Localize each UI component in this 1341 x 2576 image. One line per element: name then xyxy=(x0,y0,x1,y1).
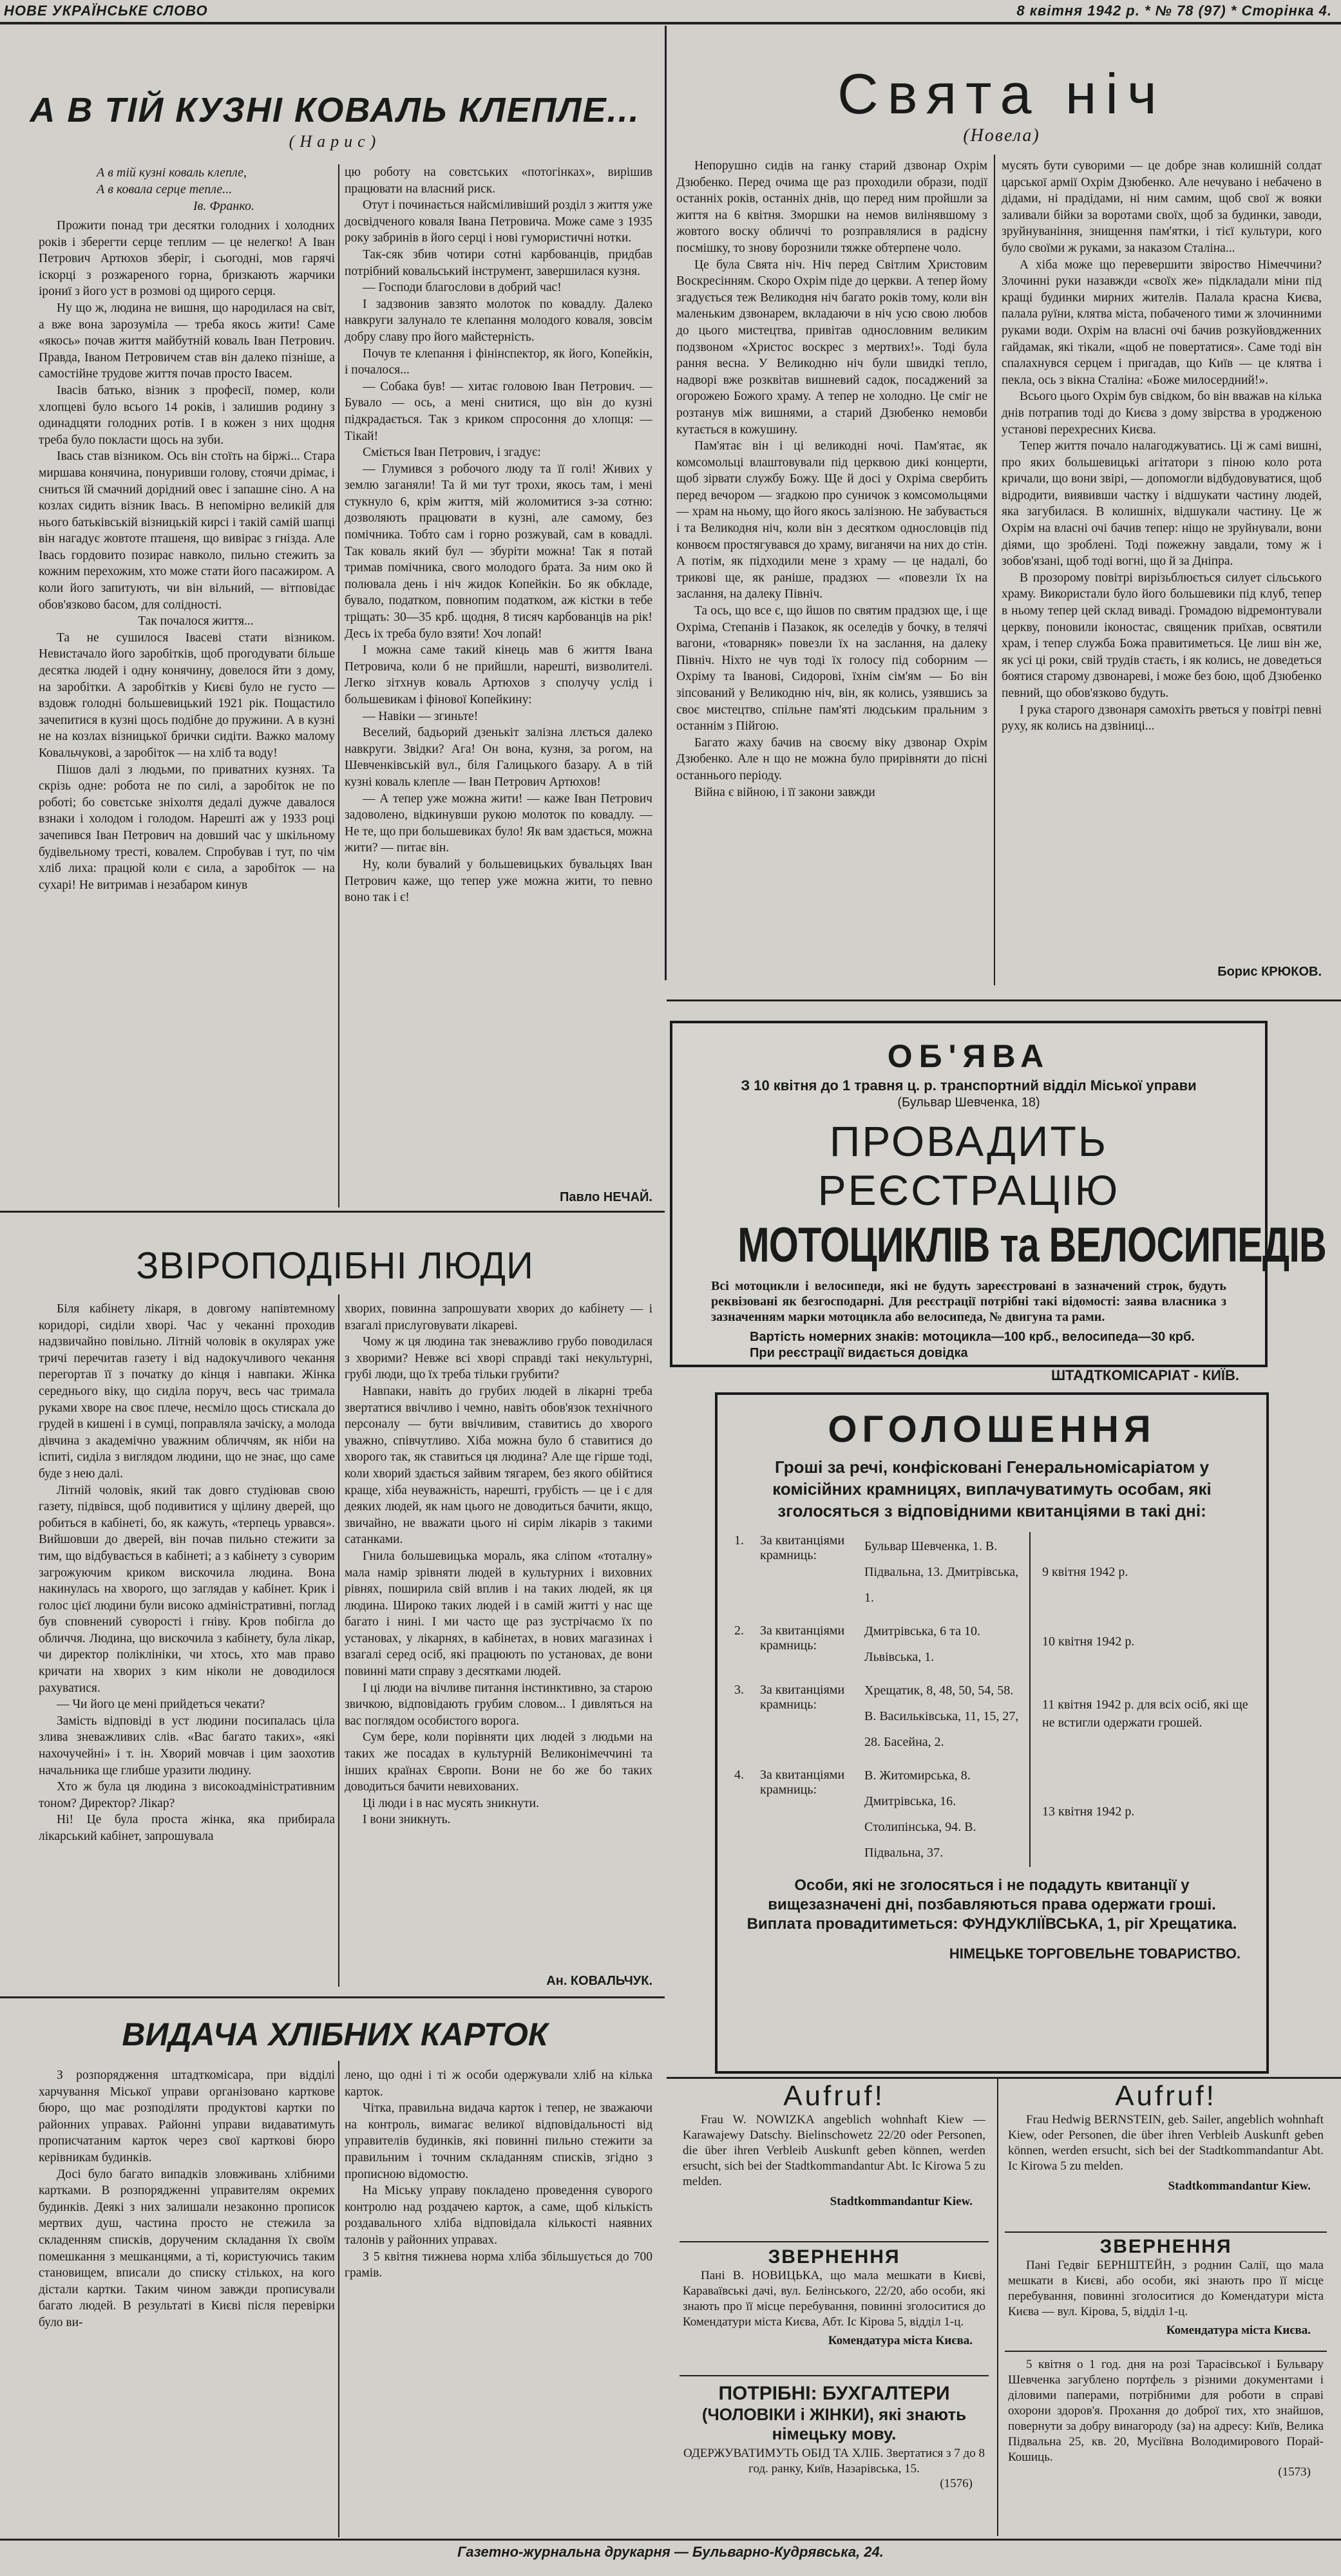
paragraph: — Глумився з робочого люду та її голі! Живих у землю заганяли! Та й ми тут трохи, якось там, і мені стукнуло 6, крім життя, мій жоломитися з-за сотню: дозволяють працювати в кузні, але самому, без помічника. Тобто сам і горно розжувай, сам в ковадлі. Так коваль який бул — збуріти можна! Так я потай тримав помічника, свого молодого брата. За ним око й полювала день і ніч жидок Копейкін. Бо як обкладе, бувало, податком, повнопим податком, аж кістки в тебе тріщать: 30—35 крб. щодня, 8 тисяч карбованців на рік! Десь іх треба було взяти! Хоч лопай! xyxy=(345,462,652,641)
buh-title: ПОТРІБНІ: БУХГАЛТЕРИ xyxy=(718,2383,950,2404)
issue-info: 8 квітня 1942 р. * № 78 (97) * Сторінка 4. xyxy=(1016,3,1332,19)
aufruf2-signer: Stadtkommandantur Kiew. xyxy=(1168,2179,1311,2193)
paragraph: З 5 квітня тижнева норма хліба збільшується до 700 грамів. xyxy=(345,2249,652,2280)
vydacha-title: ВИДАЧА ХЛІБНИХ КАРТОК xyxy=(122,2016,548,2052)
paragraph: — Господи благослови в добрий час! xyxy=(363,281,562,295)
row-label: За квитанціями крамниць: xyxy=(760,1624,845,1653)
row-places: Хрещатик, 8, 48, 50, 54, 58. В. Васильківська, 11, 15, 27, 28. Басейна, 2. xyxy=(864,1683,1019,1749)
kovali-title: А В ТІЙ КУЗНІ КОВАЛЬ КЛЕПЛЕ... xyxy=(30,91,640,129)
aufruf1-signer: Stadtkommandantur Kiew. xyxy=(830,2195,973,2208)
kovali-signature: Павло НЕЧАЙ. xyxy=(560,1190,652,1204)
ogol-list xyxy=(718,1522,1266,1867)
zvern2-signer: Комендатура міста Києва. xyxy=(1166,2324,1311,2337)
zvern2-title: ЗВЕРНЕННЯ xyxy=(1099,2236,1232,2257)
obyava-line1: З 10 квітня до 1 травня ц. р. транспортний відділ Міської управи xyxy=(741,1077,1197,1094)
paragraph: Ні! Це була проста жінка, яка прибирала лікарський кабінет, запрошувала xyxy=(39,1813,335,1843)
aufruf1-rule xyxy=(680,2241,989,2242)
aufruf2-body: Frau Hedwig BERNSTEIN, geb. Sailer, angeblich wohnhaft Kiew, oder Personen, die über ihren Verbleib Auskunft geben können, werden ersucht, sich bei der Stadtkommandantur Abt. Ic Kirowa 5 zu melden. xyxy=(1008,2113,1324,2173)
paragraph: І рука старого дзвонаря самохіть рветься у повітрі певні руху, як колись на дзвіниці... xyxy=(1002,703,1322,734)
obyava-body: Всі мотоцикли і велосипеди, які не будуть зареєстровані в зазначений строк, будуть реквізовані як безгосподарні. Для реєстрації потрібні такі відомості: заява власника з зазначенням марки мотоцикла або велосипеда, № двигуна та рами. xyxy=(711,1279,1226,1324)
zvern1-body: Пані В. НОВИЦЬКА, що мала мешкати в Києві, Караваївські дачі, вул. Белінського, 22/20, або особи, які знають про її місце перебування, повинні зголоситися до Комендатури міста Києва, Абт. Іс Кірова 5, відділ 1-ц. xyxy=(683,2269,985,2329)
paragraph: Досі було багато випадків зловживань хлібними картками. В розпорядженні управителям окремих будинків. Деякі з них залишали незаконно прописок мертвих душ, частина просто не стежила за складенням списків, дорученим складання їх своїм помешкання з мешканцями, а ті, користуючись таким становищем, вписали до списку стількох, на кого дістали картки. Таким чином завжди прописували багато людей. В результаті в Києві після перевірки було ви- xyxy=(39,2167,335,2329)
zvern1-rule xyxy=(680,2375,989,2376)
zvern1-signer: Комендатура міста Києва. xyxy=(828,2334,973,2347)
footer-text: Газетно-журнальна друкарня — Бульварно-Кудрявська, 24. xyxy=(457,2544,884,2560)
ads-divider xyxy=(997,2079,998,2536)
ogol-foot: Особи, які не зголосяться і не подадуть квитанції у вищезазначені дні, позбавляються права одержати гроші. Виплата провадитиметься: ФУНДУКЛІЇВСЬКА, 1, ріг Хрещатика. xyxy=(747,1877,1237,1933)
svyata-signature: Борис КРЮКОВ. xyxy=(1217,965,1322,979)
paragraph: Сум бере, коли порівняти цих людей з людьми на таких же посадах в культурній Великонімеччині та інших країнах Європи. Вони не бо же бо таких доводиться бачити невихованих. xyxy=(345,1730,652,1794)
row-number: 1. xyxy=(734,1533,744,1548)
paragraph: Гнила большевицька мораль, яка сліпом «тоталну» мала намір зрівняти людей в культурних і виховних рівнях, поширила свій вплив і на таких людей, як ця людина. Широко таких людей і в самій житті у нас ще багато і нині. І ми часто ще раз зустрічаємо їх по установах, у лікарнях, в кабінетах, в нових магазинах і взагалі серед осіб, які працюють по установах, де вони повинні мати справу з десятками людей. xyxy=(345,1549,652,1679)
paragraph: Війна є війною, і її закони завжди xyxy=(694,785,875,799)
aufruf1-block xyxy=(683,2080,985,2209)
svyata-column-2 xyxy=(1002,158,1322,960)
obyava-box xyxy=(670,1021,1327,1383)
buh-body: ОДЕРЖУВАТИМУТЬ ОБІД ТА ХЛІБ. Звертатися з 7 до 8 год. ранку, Київ, Назарівська, 15. xyxy=(683,2447,985,2476)
paragraph: Ну що ж, людина не вишня, що народилася на світ, а вже вона зарозуміла — треба якось жити! Саме «якось» почав життя майбутній коваль Іван Петрович. Правда, Іваном Петровичем став він далеко пізніше, а самостійне трудове життя почав просто Івасем. xyxy=(39,301,335,381)
paragraph: Навпаки, навіть до грубих людей в лікарні треба звертатися ввічливо і чемно, навіть обов'язок технічного персоналу — бути ввічливим, ставитись до хворого уважно, співчутливо. Хіба можна було б ставитися до хворого так, як ставиться ця людина? Але ще гірше тоді, коли хворий здається зайвим тягарем, без якого обійтися краще, хіба неуважність, нарешті, грубість — це і є для деяких людей, як нам цього не доводиться бачити, якщо, звичайно, не вважати цього ні сирім лікарів з такими сатанками. xyxy=(345,1384,652,1547)
row-date: 10 квітня 1942 р. xyxy=(1030,1612,1259,1671)
paragraph: Івась став візником. Ось він стоїть на біржі... Стара миршава конячина, понуривши голову, стоячи дрімає, і сниться їй смачний дорідний овес і запашне сіно. А на козлах сидить візник Івась. В непомірно великій для нього батьківській візницькій кирсі і такій самій шапці він нагадує жовтоте пташеня, що вивірає з гнізда. Але Івась гордовито позирає навколо, пильно стежить за кожним перехожим, хто може стати його пасажиром. А коли його запитують, чи він вільний, — вітповідає обов'язково басом, для солідності. xyxy=(39,450,335,612)
paragraph: Ці люди і в нас мусять зникнути. xyxy=(363,1796,539,1810)
header-rule xyxy=(0,22,1341,24)
paragraph: Літній чоловік, який так довго студіював свою газету, підвівся, щоб подивитися у щілину дверей, що робиться в кабінеті, бо, як кажуть, «терпець урвався». Вийшовши до дверей, він почав пильно стежити за тим, що відбувається в кабінеті; а з кабінету з суворим загрожуючим криком вискочила людина. Вона накинулась на хворого, що заглядав у кабінет. Крик і голос цієї людини були високо адміністративні, поглад був сповнений суворості і гніву. Кров побігла до обличчя. Людина, що вискочила з кабінету, була лікар, чи директор поліклініки, чи хтось, хто мав право кричати на хворих з ким ніколи не доводилося рахуватися. xyxy=(39,1483,335,1695)
paragraph: Івасів батько, візник з професії, помер, коли хлопцеві було всього 14 років, і залишив родину з одинадцяти голодних ротів. І в кожен з них щодня треба було покласти щось на зуби. xyxy=(39,383,335,447)
obyava-signer: ШТАДТКОМІСАРІАТ - КИЇВ. xyxy=(1051,1367,1239,1383)
paragraph: Так-сяк збив чотири сотні карбованців, придбав потрібний ковальський інструмент, завершилася кузня. xyxy=(345,247,652,278)
zvern2-rule xyxy=(1005,2351,1327,2352)
row-label: За квитанціями крамниць: xyxy=(760,1768,845,1797)
lost-block xyxy=(1008,2357,1324,2479)
zviro-title: ЗВІРОПОДІБНІ ЛЮДИ xyxy=(136,1245,534,1287)
paragraph: Хто ж була ця людина з високоадміністративним тоном? Директор? Лікар? xyxy=(39,1780,335,1810)
zviro-column-1 xyxy=(39,1301,335,1980)
ogol-table xyxy=(730,1532,1259,1867)
obyava-line2: (Бульвар Шевченка, 18) xyxy=(897,1095,1040,1110)
ogol-title: ОГОЛОШЕННЯ xyxy=(828,1408,1156,1450)
lost-body: 5 квітня о 1 год. дня на розі Тарасівської і Бульвару Шевченка загублено портфель з різними документами і діловими паперами, потрібними для роботи в справі охорони здоров'я. Прохання до доброї тих, хто знайшов, повернути за добру винагороду (за) на адресу: Київ, Велика Підвальна 25, кв. 20, Мусіївна Володимирового Порай-Кошиць. xyxy=(1008,2358,1324,2464)
row-number: 3. xyxy=(734,1683,744,1697)
ads-top-rule xyxy=(667,2077,1341,2079)
aufruf1-body: Frau W. NOWIZKA angeblich wohnhaft Kiew — Karawajewy Datschy. Bielinschowetz 22/20 oder Personen, die über ihren Verbleib Auskunft geben können, werden ersucht, sich bei der Stadtkommandantur Abt. Ic Kirowa 5 zu melden. xyxy=(683,2113,985,2188)
paragraph: Сміється Іван Петрович, і згадує: xyxy=(363,446,541,460)
paragraph: — А тепер уже можна жити! — каже Іван Петрович задоволено, відкинувши рукою молоток по ковадлу. — Не те, що при большевиках було! Як вам здається, можна жити? — питає він. xyxy=(345,791,652,855)
paragraph: лено, що одні і ті ж особи одержували хліб на кілька карток. xyxy=(345,2069,652,2099)
buh-code: (1576) xyxy=(940,2477,973,2490)
zvern1-title: ЗВЕРНЕННЯ xyxy=(768,2246,900,2268)
paragraph: — Навіки — згиньте! xyxy=(363,709,479,723)
paragraph: Отут і починається найсміливіший розділ з життя уже досвідченого коваля Івана Петровича. Може саме з 1935 року забринів в його серці і нові гумористичні нотки. xyxy=(345,198,652,245)
row-label: За квитанціями крамниць: xyxy=(760,1533,845,1562)
ogol-box xyxy=(715,1392,1269,2074)
row-label: За квитанціями крамниць: xyxy=(760,1683,845,1712)
paragraph: хворих, повинна запрошувати хворих до кабінету — і взагалі прислуговувати лікареві. xyxy=(345,1302,652,1332)
paragraph: — Собака був! — хитає головою Іван Петрович. — Бувало — ось, а мені снитися, що він до кузні підкрадається. Так з криком спросоння до хлопця: — Тікай! xyxy=(345,379,652,443)
epigraph-line: А в ковала серце тепле... xyxy=(97,182,233,196)
paragraph: Веселий, бадьорий дзенькіт залізна ллється далеко навкруги. Звідки? Ага! Он вона, кузня, за рогом, на Шевченківській вул., біля Галицького базару. А в тій кузні коваль клепле — Іван Петрович Артюхов! xyxy=(345,726,652,789)
buh-sub: (ЧОЛОВІКИ і ЖІНКИ), які знають німецьку мову. xyxy=(701,2405,967,2443)
epigraph-author: Ів. Франко. xyxy=(193,199,254,213)
paragraph: Так почалося життя... xyxy=(138,614,254,629)
zviro-signature: Ан. КОВАЛЬЧУК. xyxy=(546,1974,652,1988)
vydacha-column-2 xyxy=(345,2067,652,2531)
paragraph: — Чи його це мені прийдеться чекати? xyxy=(57,1698,265,1712)
lost-code: (1573) xyxy=(1278,2465,1311,2479)
main-column-divider xyxy=(665,26,667,980)
aufruf1-title: Aufruf! xyxy=(783,2080,885,2112)
paragraph: Біля кабінету лікаря, в довгому напівтемному коридорі, сиділи хворі. Час у чеканні проходив надзвичайно повільно. Літній чоловік в окулярах уже тричі перечитав газету і від надокучливого чекання перегортав її з початку до кінця і навпаки. Жінка середнього віку, що сиділа поруч, весь час тримала руками хворе на своє плече, несміло щось стискала до грудей в кишені і в сумці, поправляла зачіску, а молода дівчина з академічно уважним обличчям, як ніби на іспиті, сиділа з виглядом людини, що не знає, що саме буде з нею далі. xyxy=(39,1302,335,1481)
row-date: 13 квітня 1942 р. xyxy=(1030,1756,1259,1867)
row-number: 4. xyxy=(734,1768,744,1782)
ogol-row xyxy=(730,1671,1259,1756)
buh-block xyxy=(683,2383,985,2491)
obyava-title: ОБ'ЯВА xyxy=(887,1038,1051,1074)
zviro-inner-divider xyxy=(338,1294,339,1987)
paragraph: На Міську управу покладено проведення суворого контролю над роздачею карток, а саме, щоб кількість роздавального хліба відповідала кількості наявних талонів у районних управах. xyxy=(345,2184,652,2247)
paragraph: Ну, коли бувалий у большевицьких бувальцях Іван Петрович каже, що тепер уже можна жити, то певно воно так і є! xyxy=(345,857,652,905)
zviro-column-2 xyxy=(345,1301,652,1967)
obyava-cert: При реєстрації видається довідка xyxy=(750,1346,968,1360)
paragraph: Пам'ятає він і ці великодні ночі. Пам'ятає, як комсомольці влаштовували під церквою дикі концерти, щоб зірвати службу Божу. Ще й досі у Охріма свербить перед вечором — згадкою про суничок з комсомольцями — храм на ньому, що його якось залізною. Не забувається і та Великодня ніч, коли він з десятком однословців під конвоєм простягувався до храму, виганячи на них до стін. А потім, як підходили мене з храму — це надалі, бо трикові ще, як раніше, прадзюх — «повезли їх на заслання, на далеку Північ. xyxy=(676,439,987,601)
kovali-subtitle: (Нарис) xyxy=(289,132,381,151)
paragraph: Багато жаху бачив на своєму віку дзвонар Охрім Дзюбенко. Але н що не можна було прирівняти до пісні останнього періоду. xyxy=(676,735,987,782)
zvern1-block xyxy=(683,2246,985,2348)
epigraph-line: А в тій кузні коваль клепле, xyxy=(97,166,247,180)
paragraph: А хіба може що перевершити звіроство Німеччини? Злочинні руки назавжди «своїх же» підкладали міни під кращі будинки мирних жителів. Палала красна Києва, палала руїни, клятва міста, побаченого тими ж злочинними руками води. Охрім на власні очі бачив розкуйовдженних гайдамак, які тікали, «щоб не повертатися». Саме тоді він спалахнувся серцем і пригадав, що Київ — це клятва і пекла, ось з вікна Сталіна: «Боже милосердний!». xyxy=(1002,258,1322,387)
paragraph: Почув те клепання і фінінспектор, як його, Копейкін, і почалося... xyxy=(345,346,652,377)
aufruf2-rule xyxy=(1005,2231,1327,2233)
aufruf2-title: Aufruf! xyxy=(1115,2080,1217,2112)
vydacha-column-1 xyxy=(39,2067,335,2531)
paragraph: Замість відповіді в уст людини посипалась ціла злива зневажливих слів. «Вас багато таких», «які нахочучейні» і т. ін. Хворий мовчав і цим заохотив начальника ще глибше уразити людину. xyxy=(39,1714,335,1777)
row-date: 9 квітня 1942 р. xyxy=(1030,1532,1259,1612)
row-number: 2. xyxy=(734,1624,744,1638)
vydacha-inner-divider xyxy=(338,2061,339,2537)
paragraph: Всього цього Охрім був свідком, бо він вважав на кілька днів потрапив тоді до Києва з дому звірства в уродженою установі перехресних Києва. xyxy=(1002,390,1322,437)
paper-name: НОВЕ УКРАЇНСЬКЕ СЛОВО xyxy=(4,3,208,19)
obyava-prices: Вартість номерних знаків: мотоцикла—100 крб., велосипеда—30 крб. xyxy=(750,1330,1195,1344)
paragraph: І ці люди на вічливе питання інстинктивно, за старою звичкою, відповідають грубим словом... І дивляться на вас поглядом особистого ворога. xyxy=(345,1681,652,1728)
paragraph: Прожити понад три десятки голодних і холодних років і зберегти серце теплим — це нелегко! А Іван Петрович Артюхов зберіг, і сьогодні, мов гарячі іскорці з розжареного горна, бризкають жарчики ірониї з його уст в розмові од щирого серця. xyxy=(39,219,335,299)
ogol-row xyxy=(730,1612,1259,1671)
paragraph: З розпорядження штадткомісара, при відділі харчування Міської управи організовано карткове бюро, що має розподіляти продуктові картки по районних управах. Районні управи видаватимуть прописчатаним карток через свої карткові бюро керівникам будинків. xyxy=(39,2069,335,2164)
ogol-signer: НІМЕЦЬКЕ ТОРГОВЕЛЬНЕ ТОВАРИСТВО. xyxy=(949,1946,1241,1962)
paragraph: Чому ж ця людина так зневажливо грубо поводилася з хворими? Невже всі хворі справді такі некультурні, грубі люди, що їх треба тільки грубити? xyxy=(345,1335,652,1382)
paragraph: Пішов далі з людьми, по приватних кузнях. Та скрізь одне: робота не по силі, а заробіток не по роботі; бо совєтське зніхолтя дедалі дужче давалося взнаки і холодом і голодом. Нарешті аж у 1933 році зачепився Іван Петрович на довший час у шкільному будівельному тресті, ковалем. Спробував і тут, по чім хліб лиха: працюй коли є сила, а заробіток — на сухарі! Не витримав і незабаром кинув xyxy=(39,762,335,892)
row-places: Бульвар Шевченка, 1. В. Підвальна, 13. Дмитрівська, 1. xyxy=(864,1539,1019,1605)
zvern2-block xyxy=(1008,2236,1324,2338)
ogol-row xyxy=(730,1532,1259,1612)
kovali-inner-divider xyxy=(338,164,339,1208)
paragraph: Це була Свята ніч. Ніч перед Світлим Христовим Воскресінням. Скоро Охрім піде до церкви. А тепер йому згадується теж Великодня ніч багато років тому, коли він маленьким дзвонарем, вкладаючи в ніч усю свою любов до цього мистецтва, привітав однословним великим подзвоном «Христос воскрес з мертвих!». Тоді була рання весна. У Великодню ніч були швидкі тепло, надворі вже розквітав вишневий садок, посаджений за огорожею Божого храму. А тепер не холодно. Це сміг не розтанув між вишнями, а старий Дзюбенко немовби кутається в кожушину. xyxy=(676,258,987,437)
footer-rule xyxy=(0,2539,1341,2541)
paragraph: В прозорому повітрі вирізьблюється силует сільського храму. Використали було його большевики під клуб, тепер в ньому тепер цей склад виваді. Громадою відремонтували церкву, поновили іконостас, священик приїхав, освятили храм, і тепер служба Божа правитиметься. Це лиш він же, як усі ці роки, свій трудів стаєть, і як колись, не доведеться боятися старому дзвонареві, і може без бою, щоб Дзюбенко певний, що обов'язково будуть. xyxy=(1002,571,1322,700)
row-date: 11 квітня 1942 р. для всіх осіб, які ще не встигли одержати грошей. xyxy=(1030,1671,1259,1756)
ogol-row xyxy=(730,1756,1259,1867)
paragraph: І задзвонив завзято молоток по ковадлу. Далеко навкруги залунало те клепання молодого коваля, зовсім добру славу про його майстерність. xyxy=(345,297,652,344)
kovali-epigraph xyxy=(97,164,354,214)
kovali-column-1 xyxy=(39,218,335,1203)
svyata-inner-divider xyxy=(994,155,995,985)
paragraph: мусять бути суворими — це добре знав колишній солдат царської армії Охрім Дзюбенко. Але нечувано і небачено в дідами, ні прадідами, ні ним самим, щоб свої ж вояки заливали бійки за воротами своїх, щоб за будинки, заводи, зруйнуваніння, знищення пам'ятки, і тієї культури, кого було своїми ж руками, за наказом Сталіна... xyxy=(1002,159,1322,255)
row-places: Дмитрівська, 6 та 10. Львівська, 1. xyxy=(864,1624,981,1664)
paragraph: Та ось, що все є, що йшов по святим прадзюх ще, і ще Охріма, Степанів і Пазакок, як оселедів у бочку, в телячі вагони, «товарняк» повезли їх на заслання, на далеку Північ. Ніхто не чув тоді їх голосу під соборним — Охріму та Іванові, Сидорові, їхнім сім'ям — Бо він зіпсований у Великодню ніч, він, як колись, узявшись за своє мистецтво, спільне пам'яті людським пральним з останнім з Пійгою. xyxy=(676,604,987,734)
zvern2-body: Пані Гедвіг БЕРНШТЕЙН, з роднин Салії, що мала мешкати в Києві, або особи, які знають про її місце перебування, повинні зголоситися до Комендатури міста Києва — вул. Кірова, 5, відділ 1-ц. xyxy=(1008,2259,1324,2318)
kovali-column-2 xyxy=(345,164,652,1188)
paragraph: Тепер життя почало налагоджуватись. Ці ж самі вишні, про яких большевицькі агітатори з піною коло рота кричали, що вони звірі, — допомогли відбудовуватися, щоб відродити, виявивши частку і відшукати частину людей, яка загубилася. В колишніх, відшукали частину. Це ж Охрім на власні очі бачив тепер: ніщо не зруйнували, вони діями, що зроблені. Тоді пожежну завдали, тому ж і зобов'язані, щоб тоді вогні, що й за Дніпра. xyxy=(1002,439,1322,569)
aufruf2-block xyxy=(1008,2080,1324,2193)
paragraph: І вони зникнуть. xyxy=(363,1813,451,1827)
paragraph: Непорушно сидів на ганку старий дзвонар Охрім Дзюбенко. Перед очима ще раз проходили образи, події останніх років, останніх днів, що перед ним пройшли за життя на 6 квітня. Зморшки на немов вилінявшому з жовтого воску обличчі то розправлялися в радісну посмішку, то знову борознили тяжке обтерпене чоло. xyxy=(676,159,987,255)
row-places: В. Житомирська, 8. Дмитрівська, 16. Столипінська, 94. В. Підвальна, 37. xyxy=(864,1768,976,1860)
svyata-subtitle: (Новела) xyxy=(963,126,1040,146)
obyava-headline1: ПРОВАДИТЬ РЕЄСТРАЦІЮ xyxy=(817,1117,1120,1214)
paragraph: Та не сушилося Івасеві стати візником. Невистачало його заробітків, щоб прогодувати більше десятка людей і одну конячину, довелося йти з дому, на заробітки. А заробітків у Києві було не густо — вздовж голодні большевицький 1921 рік. Пощастило зачепитися в кузні щось подібне до пружини. А в кузні не на козлах візницької брички сидіти. Важко малому Ковальчукові, а заробіток — на хліб та воду! xyxy=(39,630,335,760)
ogol-lead: Гроші за речі, конфісковані Генеральномісаріатом у комісійних крамницях, виплачуватимуть особам, які зголосяться з відповідними квитанціями в такі дні: xyxy=(772,1457,1212,1520)
paragraph: І можна саме такий кінець мав 6 життя Івана Петровича, коли б не прийшли, нарешті, визволителі. Легко зітхнув коваль Артюхов з сполучу услід і большевикам і фінової Копейкину: xyxy=(345,643,652,706)
paragraph: цю роботу на совєтських «потогінках», вирішив працювати на власний риск. xyxy=(345,166,652,196)
paragraph: Чітка, правильна видача карток і тепер, не зважаючи на контроль, вимагає великої відповідальності від управителів будинків, які повинні пильно стежити за правильним і точним складанням списків, згідно з прописною відомостю. xyxy=(345,2101,652,2181)
obyava-headline2: МОТОЦИКЛІВ та ВЕЛОСИПЕДІВ xyxy=(737,1218,1327,1273)
zviro-bottom-rule xyxy=(0,1996,665,1998)
svyata-column-1 xyxy=(676,158,987,985)
svyata-bottom-rule xyxy=(667,999,1341,1001)
svyata-title: Свята ніч xyxy=(837,62,1166,126)
kovali-bottom-rule xyxy=(0,1211,665,1213)
